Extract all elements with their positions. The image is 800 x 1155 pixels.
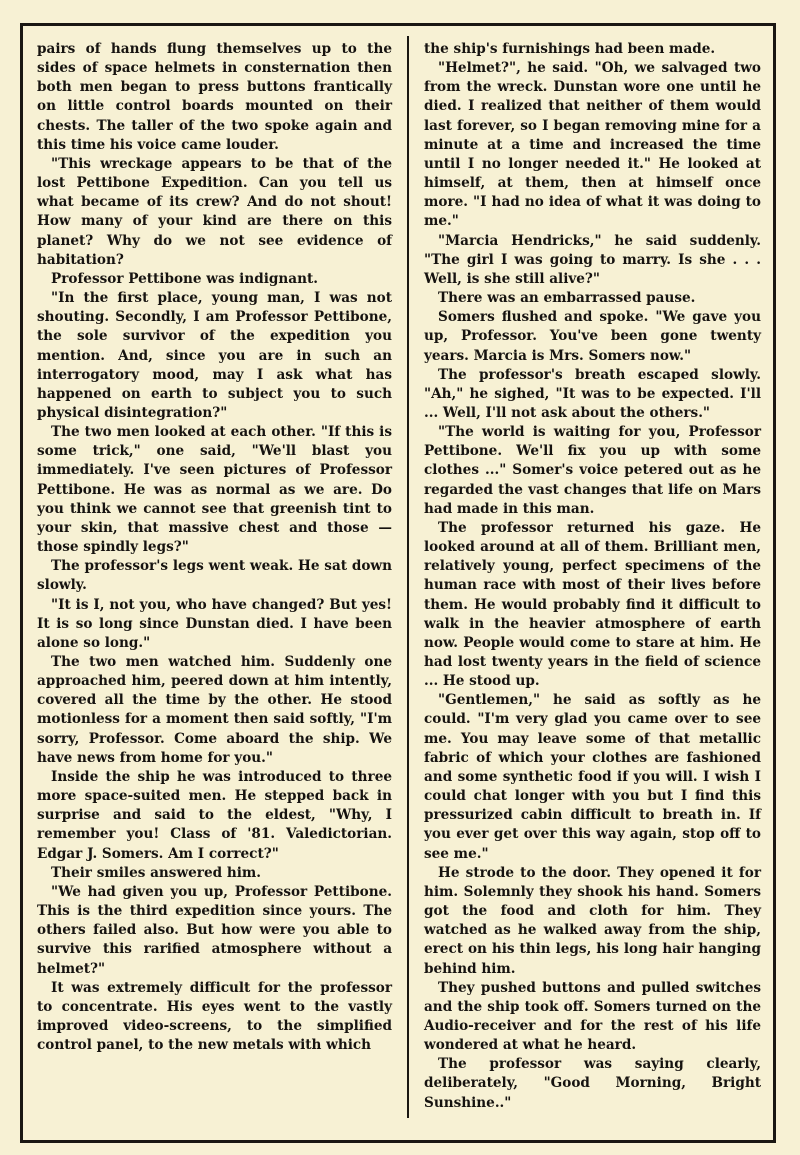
paragraph: Somers flushed and spoke. "We gave you up, Professor. You've been gone twenty years. Marcia is Mrs. Somers now." (424, 309, 761, 364)
paragraph: The professor's legs went weak. He sat down slowly. (37, 558, 392, 594)
column-divider (407, 36, 409, 1118)
paragraph: "Gentlemen," he said as softly as he could. "I'm very glad you came over to see me. You may leave some of that metallic fabric of which your clothes are fashioned and some synthetic food if you will. I wish I could chat longer with you but I find this pressurized cabin difficult to breath in. If you ever get over this way again, stop off to see me." (424, 692, 761, 862)
paragraph: Their smiles answered him. (51, 864, 262, 881)
paragraph: "Marcia Hendricks," he said suddenly. "The girl I was going to marry. Is she . . . Well, is she still alive?" (424, 232, 761, 287)
paragraph: "Helmet?", he said. "Oh, we salvaged two from the wreck. Dunstan wore one until he died. I realized that neither of them would last forever, so I began removing mine for a minute at a time and increased the time until I no longer needed it." He looked at himself, at them, then at himself once more. "I had no idea of what it was doing to me." (424, 60, 761, 230)
paragraph: "This wreckage appears to be that of the lost Pettibone Expedition. Can you tell us what became of its crew? And do not shout! How many of your kind are there on this planet? Why do we not see evidence of habitation? (37, 155, 392, 268)
paragraph: The professor's breath escaped slowly. "Ah," he sighed, "It was to be expected. I'll ... Well, I'll not ask about the others." (424, 366, 761, 421)
left-column (37, 40, 392, 1055)
paragraph: "It is I, not you, who have changed? But yes! It is so long since Dunstan died. I have been alone so long." (37, 596, 392, 651)
paragraph: The professor returned his gaze. He looked around at all of them. Brilliant men, relatively young, perfect specimens of the human race with most of their lives before them. He would probably find it difficult to walk in the heavier atmosphere of earth now. People would come to stare at him. He had lost twenty years in the field of science ... He stood up. (424, 519, 761, 690)
paragraph: It was extremely difficult for the professor to concentrate. His eyes went to the vastly improved video-screens, to the simplified control panel, to the new metals with which (37, 979, 392, 1054)
paragraph: "The world is waiting for you, Professor Pettibone. We'll fix you up with some clothes ..." Somer's voice petered out as he regarded the vast changes that life on Mars had made in this man. (424, 424, 761, 517)
paragraph: pairs of hands flung themselves up to the sides of space helmets in consternation then both men began to press buttons frantically on little control boards mounted on their chests. The taller of the two spoke again and this time his voice came louder. (37, 41, 392, 153)
paragraph: Professor Pettibone was indignant. (51, 270, 318, 287)
paragraph: The two men looked at each other. "If this is some trick," one said, "We'll blast you immediately. I've seen pictures of Professor Pettibone. He was as normal as we are. Do you think we cannot see that greenish tint to your skin, that massive chest and those — those spindly legs?" (37, 424, 392, 556)
paragraph: They pushed buttons and pulled switches and the ship took off. Somers turned on the Audio-receiver and for the rest of his life wondered at what he heard. (424, 979, 761, 1054)
paragraph: The professor was saying clearly, deliberately, "Good Morning, Bright Sunshine.." (424, 1056, 761, 1111)
paragraph: The two men watched him. Suddenly one approached him, peered down at him intently, covered all the time by the other. He stood motionless for a moment then said softly, "I'm sorry, Professor. Come aboard the ship. We have news from home for you." (37, 654, 392, 766)
paragraph: "In the first place, young man, I was not shouting. Secondly, I am Professor Pettibone, the sole survivor of the expedition you mention. And, since you are in such an interrogatory mood, may I ask what has happened on earth to subject you to such physical disintegration?" (37, 290, 392, 421)
paragraph: He strode to the door. They opened it for him. Solemnly they shook his hand. Somers got the food and cloth for him. They watched as he walked away from the ship, erect on his thin legs, his long hair hanging behind him. (424, 864, 761, 977)
paragraph: "We had given you up, Professor Pettibone. This is the third expedition since yours. The others failed also. But how were you able to survive this rarified atmosphere without a helmet?" (37, 883, 392, 977)
paragraph: There was an embarrassed pause. (438, 290, 696, 307)
paragraph: the ship's furnishings had been made. (424, 41, 716, 57)
paragraph: Inside the ship he was introduced to three more space-suited men. He stepped back in surprise and said to the eldest, "Why, I remember you! Class of '81. Valedictorian. Edgar J. Somers. Am I correct?" (37, 768, 392, 862)
right-column (424, 40, 761, 1113)
